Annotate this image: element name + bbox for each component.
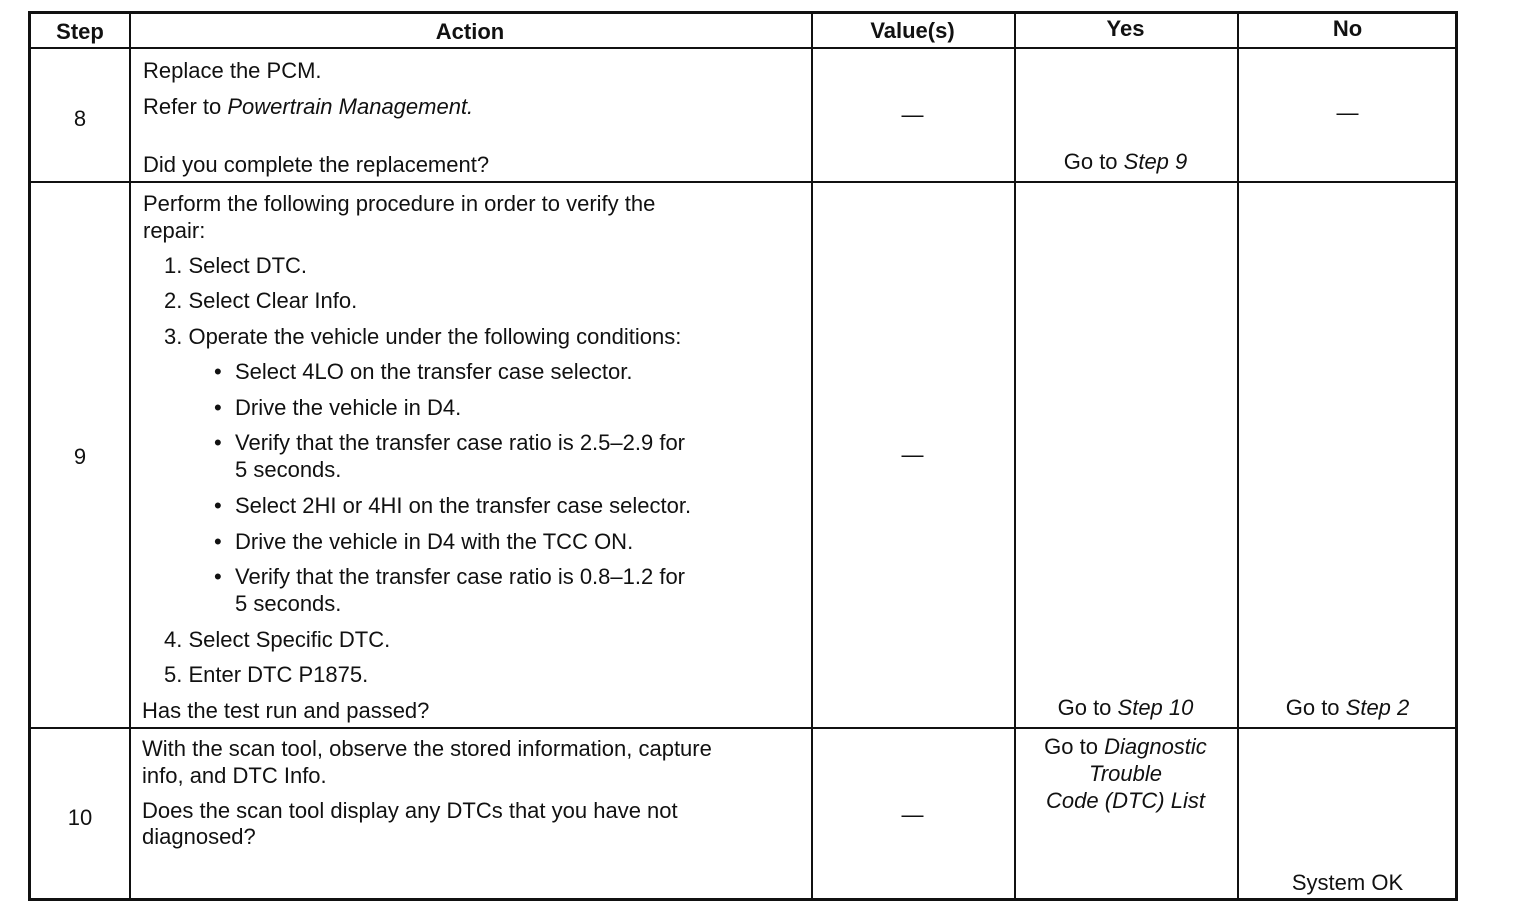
procedure-item: 1. Select DTC. (164, 253, 308, 278)
yes-result: Go to Step 10 (1057, 695, 1194, 720)
procedure-item: 2. Select Clear Info. (164, 288, 358, 313)
bullet-item: Verify that the transfer case ratio is 0.8–1.2 for (235, 564, 686, 589)
procedure-item: 4. Select Specific DTC. (164, 627, 391, 652)
column-divider (129, 14, 131, 898)
value-dash: — (901, 102, 924, 127)
row-divider (31, 47, 1455, 49)
yes-result: Go to Diagnostic (1044, 734, 1207, 759)
bullet-item-cont: 5 seconds. (235, 591, 342, 616)
bullet-icon: • (214, 564, 222, 589)
bullet-item: Verify that the transfer case ratio is 2.5–2.9 for (235, 430, 686, 455)
column-divider (1237, 14, 1239, 898)
value-dash: — (901, 802, 924, 827)
row-divider (31, 727, 1455, 729)
yes-result-cont: Code (DTC) List (1046, 788, 1205, 813)
yes-result: Go to Step 9 (1063, 149, 1188, 174)
action-line: With the scan tool, observe the stored information, capture (142, 736, 712, 761)
header-values: Value(s) (870, 18, 955, 43)
bullet-icon: • (214, 430, 222, 455)
bullet-item: Drive the vehicle in D4 with the TCC ON. (235, 529, 634, 554)
step-link: Step 9 (1123, 149, 1188, 174)
step-number: 9 (73, 444, 87, 469)
step-number: 8 (73, 106, 87, 131)
no-result: System OK (1291, 870, 1404, 895)
action-line: info, and DTC Info. (142, 763, 327, 788)
action-question: Has the test run and passed? (142, 698, 430, 723)
step-number: 10 (67, 805, 93, 830)
bullet-item: Drive the vehicle in D4. (235, 395, 462, 420)
bullet-icon: • (214, 359, 222, 384)
no-result-dash: — (1336, 100, 1359, 125)
bullet-icon: • (214, 395, 222, 420)
row-divider (31, 181, 1455, 183)
bullet-item-cont: 5 seconds. (235, 457, 342, 482)
yes-result-cont: Trouble (1089, 761, 1162, 786)
bullet-icon: • (214, 493, 222, 518)
diagnostic-table (28, 11, 1458, 901)
action-question: Did you complete the replacement? (143, 152, 490, 177)
procedure-item: 3. Operate the vehicle under the following conditions: (164, 324, 682, 349)
procedure-item: 5. Enter DTC P1875. (164, 662, 369, 687)
action-line: Perform the following procedure in order to verify the (143, 191, 656, 216)
bullet-item: Select 2HI or 4HI on the transfer case selector. (235, 493, 692, 518)
no-result: Go to Step 2 (1285, 695, 1410, 720)
step-link: Step 2 (1345, 695, 1410, 720)
bullet-icon: • (214, 529, 222, 554)
dtc-list-link: Diagnostic (1104, 734, 1207, 759)
header-step: Step (56, 19, 104, 44)
bullet-item: Select 4LO on the transfer case selector. (235, 359, 633, 384)
step-link: Step 10 (1117, 695, 1194, 720)
value-dash: — (901, 442, 924, 467)
header-action: Action (435, 19, 505, 44)
action-question: Does the scan tool display any DTCs that you have not (142, 798, 678, 823)
reference-link: Powertrain Management. (227, 94, 474, 119)
action-line: Replace the PCM. (143, 58, 322, 83)
header-no: No (1332, 16, 1363, 41)
header-yes: Yes (1106, 16, 1145, 41)
action-line: repair: (143, 218, 206, 243)
action-question: diagnosed? (142, 824, 256, 849)
action-line: Refer to Powertrain Management. (143, 94, 474, 119)
